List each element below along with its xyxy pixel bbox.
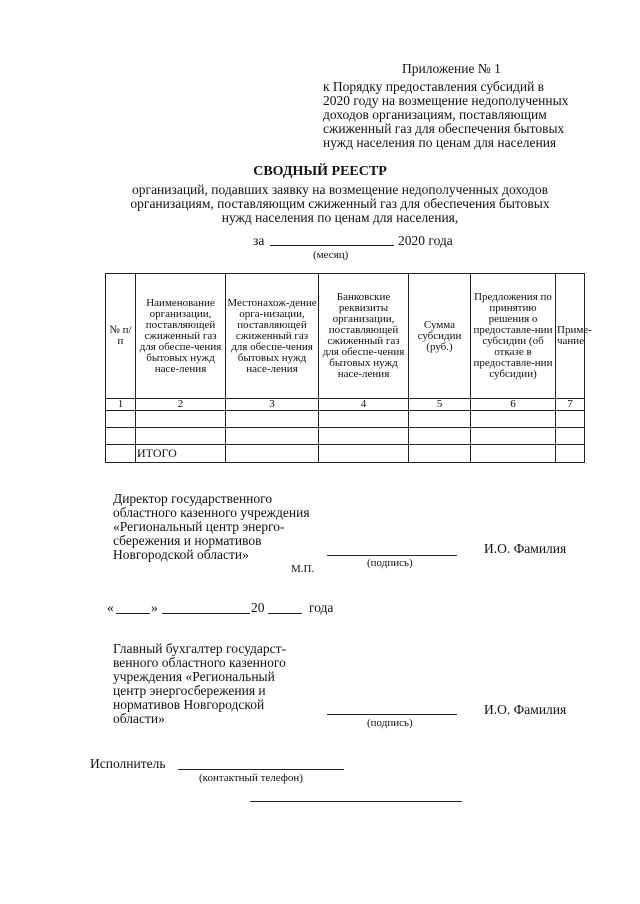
table-cell[interactable] — [409, 411, 471, 428]
table-cell[interactable] — [226, 428, 319, 445]
period-year: 2020 года — [398, 233, 453, 248]
column-header: № п/п — [106, 274, 136, 399]
month-field-line[interactable] — [270, 245, 394, 246]
total-row — [106, 445, 585, 463]
director-line: областного казенного учреждения — [113, 505, 310, 520]
column-number: 4 — [319, 399, 409, 411]
executor-label: Исполнитель — [90, 756, 166, 771]
column-header: Банковские реквизиты организации, поставляющей сжиженный газ для обеспе-чения бытовых нужд насе-ления — [319, 274, 409, 399]
table-cell[interactable] — [106, 411, 136, 428]
table-row — [106, 411, 585, 428]
director-line: Новгородской области» — [113, 547, 249, 562]
order-line: к Порядку предоставления субсидий в — [323, 79, 545, 94]
table-row — [106, 428, 585, 445]
order-line: доходов организациям, поставляющим — [323, 107, 547, 122]
date-close-quote: » — [151, 600, 158, 615]
table-cell[interactable] — [319, 428, 409, 445]
column-number-row — [106, 399, 585, 411]
table-cell[interactable] — [319, 445, 409, 463]
column-header: Предложения по принятию решения о предоставле-нии субсидии (об отказе в предоставле-нии субсидии) — [471, 274, 556, 399]
period-prefix: за — [253, 233, 265, 248]
executor-field-line[interactable] — [178, 769, 344, 770]
column-header: Местонахож-дение орга-низации, поставляющей сжиженный газ для обеспе-чения бытовых нужд насе-ления — [226, 274, 319, 399]
date-year-line[interactable] — [268, 613, 302, 614]
column-header: Сумма субсидии (руб.) — [409, 274, 471, 399]
date-month-line[interactable] — [162, 613, 250, 614]
table-cell[interactable] — [556, 428, 585, 445]
accountant-position — [113, 642, 286, 726]
table-cell[interactable] — [471, 428, 556, 445]
table-cell[interactable] — [136, 428, 226, 445]
subtitle-line: организациям, поставляющим сжиженный газ для обеспечения бытовых — [130, 196, 550, 211]
accountant-line: учреждения «Региональный — [113, 669, 275, 684]
document-subtitle — [100, 183, 580, 225]
director-line: «Региональный центр энерго- — [113, 519, 285, 534]
order-line: сжиженный газ для обеспечения бытовых — [323, 121, 565, 136]
column-header: Приме-чание — [556, 274, 585, 399]
table-cell[interactable] — [556, 445, 585, 463]
accountant-line: области» — [113, 711, 165, 726]
table-header-row — [106, 274, 585, 399]
accountant-line: нормативов Новгородской — [113, 697, 265, 712]
column-number: 1 — [106, 399, 136, 411]
accountant-line: венного областного казенного — [113, 655, 286, 670]
accountant-line: центр энергосбережения и — [113, 683, 266, 698]
column-header: Наименование организации, поставляющей сжиженный газ для обеспе-чения бытовых нужд насе-ления — [136, 274, 226, 399]
phone-field-line[interactable] — [250, 801, 462, 802]
accountant-name: И.О. Фамилия — [484, 702, 567, 717]
table-cell[interactable] — [106, 428, 136, 445]
stamp-label: М.П. — [291, 563, 315, 575]
subtitle-line: организаций, подавших заявку на возмещение недополученных доходов — [132, 182, 548, 197]
accountant-signature-line[interactable] — [327, 714, 457, 715]
table-cell[interactable] — [106, 445, 136, 463]
table-cell[interactable] — [136, 411, 226, 428]
column-number: 5 — [409, 399, 471, 411]
order-line: 2020 году на возмещение недополученных — [323, 93, 569, 108]
table-cell[interactable] — [409, 428, 471, 445]
appendix-order-text — [323, 80, 568, 150]
director-position — [113, 492, 310, 562]
total-label: ИТОГО — [136, 445, 226, 463]
column-number: 7 — [556, 399, 585, 411]
month-caption: (месяц) — [313, 249, 349, 261]
date-year-word: года — [309, 600, 334, 615]
director-line: Директор государственного — [113, 491, 273, 506]
accountant-line: Главный бухгалтер государст- — [113, 641, 287, 656]
date-century: 20 — [251, 600, 265, 615]
subtitle-line: нужд населения по ценам для населения, — [221, 210, 459, 225]
register-table — [105, 273, 592, 463]
column-number: 6 — [471, 399, 556, 411]
appendix-label: Приложение № 1 — [402, 61, 501, 76]
table-cell[interactable] — [226, 445, 319, 463]
date-day-line[interactable] — [116, 613, 150, 614]
accountant-signature-caption: (подпись) — [367, 717, 413, 729]
executor-phone-caption: (контактный телефон) — [199, 772, 303, 784]
document-title: СВОДНЫЙ РЕЕСТР — [253, 164, 387, 179]
column-number: 3 — [226, 399, 319, 411]
table-cell[interactable] — [319, 411, 409, 428]
table-cell[interactable] — [471, 411, 556, 428]
date-open-quote: « — [107, 600, 114, 615]
table-cell[interactable] — [409, 445, 471, 463]
director-signature-line[interactable] — [327, 555, 457, 556]
table-cell[interactable] — [226, 411, 319, 428]
table-cell[interactable] — [556, 411, 585, 428]
director-name: И.О. Фамилия — [484, 541, 567, 556]
order-line: нужд населения по ценам для населения — [323, 135, 557, 150]
table-cell[interactable] — [471, 445, 556, 463]
column-number: 2 — [136, 399, 226, 411]
director-signature-caption: (подпись) — [367, 557, 413, 569]
director-line: сбережения и нормативов — [113, 533, 262, 548]
